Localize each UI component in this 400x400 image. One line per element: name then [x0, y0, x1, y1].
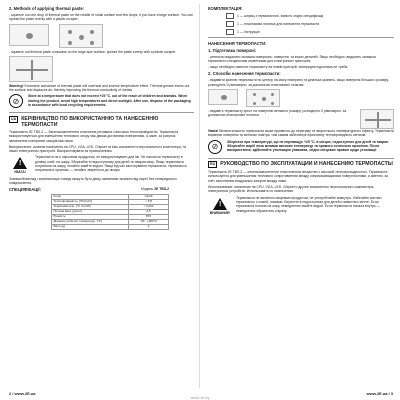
kit-list [208, 13, 394, 35]
section-rule [208, 158, 394, 159]
kit-item-icon [226, 29, 234, 35]
ua-language-badge: UA [11, 116, 17, 121]
ru-section-header [208, 161, 394, 168]
method-heading: 2. Methods of applying thermal paste: [9, 6, 85, 11]
no-children-icon: ⊘ [9, 94, 23, 108]
warning-triangle-icon: ! [13, 157, 27, 169]
ru-language-badge: RU [210, 162, 216, 167]
ru-warning-text: Термопаста не является пищевым продуктом, не употребляйте вовнутрь. Избегайте контакт термопасты с кожей, глазами. Берегите в недоступном для детей и животных месте. Если термопаста попала на кожу, немедленно смойте водой. Если термопаста попала внутрь — немедленно обратитесь к врачу. [236, 195, 382, 213]
method-paragraph-1: - squeeze out one drop of thermal paste on the middle of small surface and few drops, if you have a large surface. You can spread the paste evenly with a plastic scraper; [9, 13, 193, 22]
kit-item [226, 21, 394, 27]
kit-title: КОМПЛЕКТАЦІЯ: [208, 6, 243, 11]
spec-title: СПЕЦИФІКАЦІЇ: [9, 187, 41, 193]
left-footer: 2 / www.2E.ua [9, 391, 36, 396]
ua-warning-block [9, 155, 194, 174]
warn-ua-text: Велика кількість термопасти може призвести до перегріву та зворотнього температурного ефекту. Термопаста вирівнює поверхню та витісняє повітря, тим самим забезпечує ефективну теплопровідність металів. [208, 129, 394, 138]
large-surface-figure [59, 24, 103, 48]
ua-title: КЕРІВНИЦТВО ПО ВИКОРИСТАННЮ ТА НАНЕСЕННЮ ТЕРМОПАСТИ [21, 115, 159, 128]
spec-label: В'язкість [52, 214, 129, 219]
spec-table [51, 194, 169, 229]
no-children-icon: ⊘ [208, 140, 222, 154]
watermark: www.1k.by [190, 395, 210, 400]
ru-title: РУКОВОДСТВО ПО ЭКСПЛУАТАЦИИ И НАНЕСЕНИЮ ТЕРМОПАСТЫ [220, 161, 393, 168]
kit-item [226, 29, 394, 35]
spec-model-label: Модель [140, 187, 154, 192]
right-footer: www.2E.ua / 3 [366, 391, 393, 396]
ua-warning-label: УВАГА! [14, 170, 26, 175]
ru-paragraph-2: Использование: нанесение на CPU, VGA, LED, Chipset и другие компоненты персонального компьютера, электронных устройств. Использовать по назначению. [208, 185, 375, 194]
method-paragraph-2: - squeeze out thermal paste crosswise on the large-size surface, spread the paste evenly with a plastic scraper. [9, 49, 177, 54]
warning-lead: Warning! [9, 83, 24, 88]
store-ua-text: Зберігати при температурі, що не перевищує +25 °C, в місцях, недоступних для дітей та тварин. Зберігайте виріб поза межами високих температур та прямого сонячного проміння. Після використання, здійснюйте утилізацію упаковки, згідно місцевих правил щодо утилізації. [227, 139, 390, 153]
kit-item [226, 13, 394, 19]
spec-value: 2 [129, 224, 169, 229]
spec-model-value: 2E TBS-2 [154, 187, 169, 192]
small-surface-figure [9, 24, 49, 46]
kit-item-icon [226, 21, 234, 27]
storage-block [9, 94, 194, 109]
crosswise-figure-ua [360, 109, 394, 129]
ru-paragraph-1: Термопаста 2E TBS-2 — многокомпонентное пластическое вещество с высокой теплопроводностью. Термопаста используется для уменьшения теплового сопротивления между соприкасающимися поверхностями, а именно, за счёт заполнения воздушных зазоров между ними. [208, 170, 388, 183]
warning-paragraph [9, 84, 194, 93]
method-ua-paragraph-2: - видавіть термопасту хрест на поверхню великого розміру, розподіліть її рівномірно, за допомогою пластикової лопатки. [208, 109, 347, 118]
kit-item-icon [226, 13, 234, 19]
method-ua-figures [208, 89, 394, 107]
large-surface-figure-ua [246, 89, 280, 107]
section-rule [9, 112, 194, 113]
ua-section-header [9, 116, 194, 128]
spec-value: > 5,8 [129, 200, 169, 205]
storage-text: Store at a temperature that does not exceed +25 °C, out of the reach of children and animals. When storing the product, avoid high temperatures and direct sunlight. After use, dispose of the packaging in accordance with local recycling requirements. [28, 94, 191, 108]
warning-triangle-icon: ! [213, 198, 227, 210]
warn-ua-paragraph [208, 129, 394, 138]
ua-paragraph-3: Зовнішній вигляд і комплектація товару можуть бути дещо зміненими залежно від партії без попереднього повідомлення. [9, 176, 177, 185]
section-rule [208, 37, 394, 38]
spec-value: Сірий [129, 195, 169, 200]
method-figures-1 [9, 24, 194, 48]
warning-text: Excessive substance of thermal paste will overheat and inverse temperature effect. Thermal grease evens out the surface and displaces air, thereby improving the thermal conductivity of metals. [9, 83, 190, 93]
spec-label: Теплопровідність, [W/(m•K)] [52, 200, 129, 205]
method-ua-paragraph-1: - видавити краплю термопасти по центру на малу поверхню та декілька крапель, якщо поверхня більшого розміру, розподіліть її рівномірно, за допомогою пластикової лопатки; [208, 78, 389, 87]
kit-item-label: 1 — шприц з термопастою, ємність згідно специфікації [237, 14, 324, 18]
spec-label: Колір [52, 195, 129, 200]
kit-item-label: 1 — інструкція [237, 30, 260, 34]
kit-item-label: 1 — пластикова лопатка для нанесення термопасти [237, 22, 320, 26]
spec-value: 870 [129, 214, 169, 219]
warn-ua-lead: Увага! [208, 129, 219, 134]
ru-warning-block [208, 196, 394, 215]
spec-label: Термічний опір, [°C·cm²/W] [52, 205, 129, 210]
apply-title: НАНЕСЕННЯ ТЕРМОПАСТИ: [208, 40, 267, 46]
method-ua-block-2 [208, 109, 394, 129]
prep-heading: 1. Підготовка поверхні: [208, 47, 257, 53]
small-surface-figure-ua [208, 89, 238, 105]
spec-value: -30...+280°C [129, 219, 169, 224]
spec-row [52, 224, 169, 229]
spec-label: Вага, [g] [52, 224, 129, 229]
ua-paragraph-2: Використання: шляхом нанесення на CPU, VGA, LED, Chipset та інші компоненти персонального комп'ютера, та інших електронних пристроїв. Використовувати за призначенням. [9, 144, 187, 154]
ua-paragraph-1: Термопаста 2E TBS-2 — багатокомпонентна пластична речовина з високою теплопровідністю. Термопаста використовується для зменшення теплового опору між двома дотичними поверхнями, а саме, за рахунок заповнення повітряних зазорів між ними. [9, 129, 178, 143]
crosswise-figure [9, 56, 53, 82]
ua-warning-text: Термопаста не є харчовим продуктом, не використовувати для їжі. Не наносити термопасту в ділянці очей, на шкіру. Зберігайте в недоступному для дітей та тварин місці. Якщо термопаста потрапила на шкіру, негайно змийте водою. Якщо від час застосування термопасти, термопаста потрапила в організм — негайно зверніться до лікаря. [35, 155, 187, 173]
spec-value: 2,5 [129, 209, 169, 214]
spec-label: Питома вага, [g/cm³] [52, 209, 129, 214]
spec-label: Діапазон робочих температур, [°C] [52, 219, 129, 224]
right-page [200, 0, 400, 400]
spec-header [9, 187, 169, 194]
method-heading-ua: 2. Способи нанесення термопасти: [208, 71, 281, 77]
spec-value: < 0,002 [129, 205, 169, 210]
store-ua-block [208, 140, 394, 155]
prep-paragraph-1: - ретельно видалити залишки поверхонь; поверхня, та інших деталей. Якщо необхідно, видалить залишки термопасти спеціальним серветками для електронних пристроїв; [208, 54, 376, 63]
ru-warning-label: ВНИМАНИЕ! [209, 210, 231, 215]
prep-paragraph-2: - якщо необхідно нанести термопасту на новий пристрій, попередня підготовка не треба. [208, 65, 349, 70]
